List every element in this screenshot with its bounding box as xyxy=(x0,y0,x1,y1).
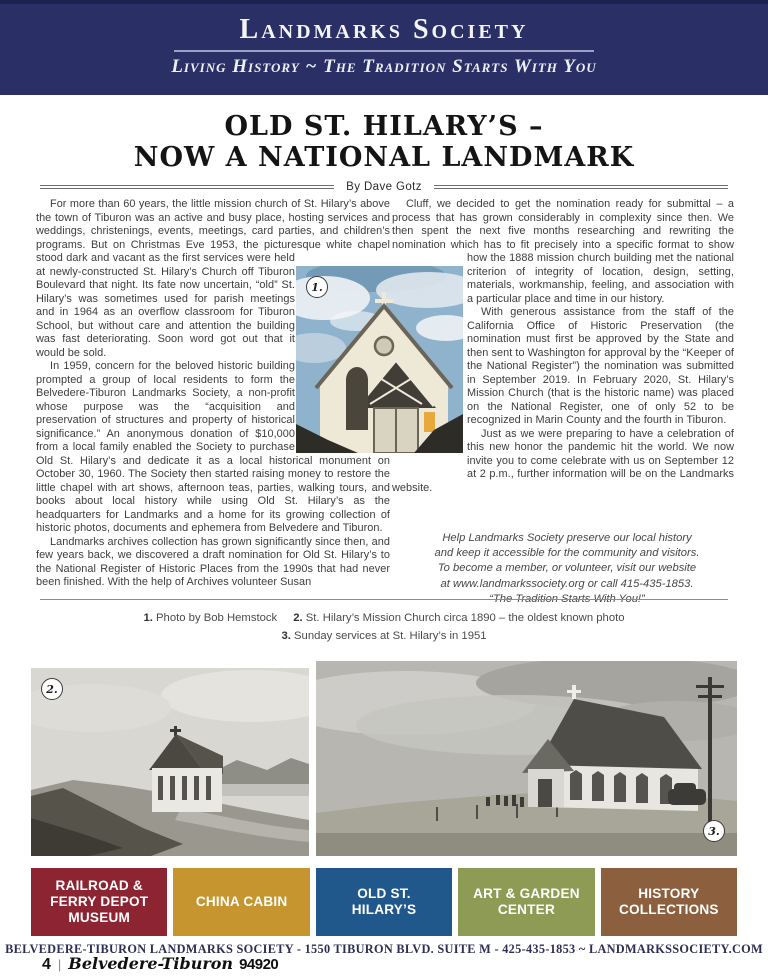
masthead-tagline: Living History ~ The Tradition Starts With You xyxy=(171,55,597,77)
caption-number-1: 1. xyxy=(143,612,153,624)
church-1890-illustration xyxy=(31,668,309,856)
page-footer-separator: | xyxy=(57,957,62,972)
photo-1-church-color xyxy=(296,266,463,453)
caption-number-2: 2. xyxy=(293,612,303,624)
nav-box-label: CHINA CABIN xyxy=(195,893,288,909)
nav-box-railroad-ferry-depot-museum[interactable] xyxy=(31,868,167,936)
byline-row xyxy=(40,181,728,193)
article-title-line1: OLD ST. HILARY’S – xyxy=(224,111,544,142)
nav-box-label: OLD ST. HILARY’S xyxy=(351,885,417,917)
callout-line: Help Landmarks Society preserve our local history xyxy=(442,532,692,544)
callout-line: To become a member, or volunteer, visit our website xyxy=(437,562,697,575)
photo-2-number-badge: 2. xyxy=(41,678,63,700)
membership-callout xyxy=(400,531,734,607)
photo-3-church-1951 xyxy=(316,661,737,856)
callout-line: and keep it accessible for the community and visitors. xyxy=(434,547,700,560)
photo-1-number-badge: 1. xyxy=(306,276,328,298)
article-title xyxy=(0,112,768,173)
nav-box-label: RAILROAD & FERRY DEPOT MUSEUM xyxy=(50,877,149,926)
page-number: 4 xyxy=(42,956,51,973)
site-nav-row xyxy=(31,868,737,936)
article-title-line2: NOW A NATIONAL LANDMARK xyxy=(133,141,635,173)
caption-line-1 xyxy=(0,609,768,627)
paragraph: In 1959, concern for the beloved historic building prompted a group of local residents to form the Belvedere-Tiburon Landmarks Society, a non-profit whose purpose was the “acquisition and preservation of structures and property of historical significance.” An anonymous donation of $10,000 from a local family enabled the Society to purchase Old St. Hilary’s and dedicate it as a local historical monument on October 30, 1960. The Society then started raising money to restore the little chapel with art shows, afternoon teas, parties, walking tours, and books about local history while using Old St. Hilary’s as the headquarters for Landmarks and a home for its growing collection of historic photos, documents and ephemera from Belvedere and Tiburon. xyxy=(36,360,390,534)
caption-number-3: 3. xyxy=(281,630,291,642)
paragraph: Just as we were preparing to have a celebration of this new honor the pandemic hit the world. We now invite you to come celebrate with us on September 12 at 2 p.m., further information will be on the Landmarks website. xyxy=(392,427,734,494)
page-footer-zip: 94920 xyxy=(239,956,279,973)
caption-text-2: St. Hilary’s Mission Church circa 1890 – the oldest known photo xyxy=(302,612,625,624)
nav-box-label: ART & GARDEN CENTER xyxy=(473,885,580,917)
caption-text-3: Sunday services at St. Hilary’s in 1951 xyxy=(290,630,487,642)
nav-box-old-st-hilarys[interactable] xyxy=(316,868,452,936)
photo-captions xyxy=(0,609,768,645)
paragraph: Cluff, we decided to get the nomination ready for submittal – a process that has grown considerably in complexity since then. We then spent the next five months researching and rewriting the nomination which has to fit precisely into a specific format to show how the 1888 mission church building met the national criterion of integrity of location, design, setting, materials, workmanship, feeling, and association with a particular place and time in our history. xyxy=(392,198,734,305)
photo-3-number-badge: 3. xyxy=(703,820,725,842)
nav-box-china-cabin[interactable] xyxy=(173,868,309,936)
page-footer xyxy=(42,954,278,974)
section-divider xyxy=(40,599,728,600)
masthead xyxy=(0,0,768,95)
paragraph: Landmarks archives collection has grown significantly since then, and few years back, we discovered a draft nomination for Old St. Hilary’s to the National Register of Historic Places from the 1990s that had never been finished. With the help of Archives volunteer Susan xyxy=(36,535,390,588)
page-footer-city: Belvedere-Tiburon xyxy=(68,954,234,973)
caption-line-2 xyxy=(0,627,768,645)
church-1951-illustration xyxy=(316,661,737,856)
byline-rule-left xyxy=(40,185,334,189)
nav-box-history-collections[interactable] xyxy=(601,868,737,936)
nav-box-art-garden-center[interactable] xyxy=(458,868,594,936)
nav-box-label: HISTORY COLLECTIONS xyxy=(619,885,719,917)
paragraph: With generous assistance from the staff of the California Office of Historic Preservation (the nomination must first be approved by the State and then sent to Washington for approval by the “Keeper of the National Register”) the nomination was submitted in September 2019. In February 2020, St. Hilary’s Mission Church (that is the historic name) was placed on the National Register, one of only 52 to be recognized in Marin County and the fourth in Tiburon. xyxy=(467,306,734,426)
masthead-divider xyxy=(174,50,594,52)
caption-text-1: Photo by Bob Hemstock xyxy=(152,612,278,624)
callout-line-website: at www.landmarkssociety.org or call 415-435-1853. xyxy=(440,577,694,590)
byline-rule-right xyxy=(434,185,728,189)
photo-2-church-1890 xyxy=(31,668,309,856)
paragraph: For more than 60 years, the little mission church of St. Hilary’s above the town of Tiburon was an active and busy place, hosting services and weddings, christenings, events, meetings, card parties, and children’s programs. But on Christmas Eve 1953, the picturesque white chapel stood dark and vacant as the first services were held at newly-constructed St. Hilary’s Church off Tiburon Boulevard that night. Its fate now uncertain, “old” St. Hilary’s was sometimes used for parish meetings and in 1964 as an overflow classroom for Tiburon School, but without care and attention the building was fast deteriorating. Soon word got out that it would be sold. xyxy=(36,198,390,359)
organization-contact-line: BELVEDERE-TIBURON LANDMARKS SOCIETY - 1550 TIBURON BLVD. SUITE M - 425-435-1853 ~ LANDMARKSSOCIETY.COM xyxy=(5,942,763,956)
callout-line-slogan: “The Tradition Starts With You!” xyxy=(489,592,645,605)
byline: By Dave Gotz xyxy=(346,181,422,193)
masthead-title: Landmarks Society xyxy=(239,14,529,45)
